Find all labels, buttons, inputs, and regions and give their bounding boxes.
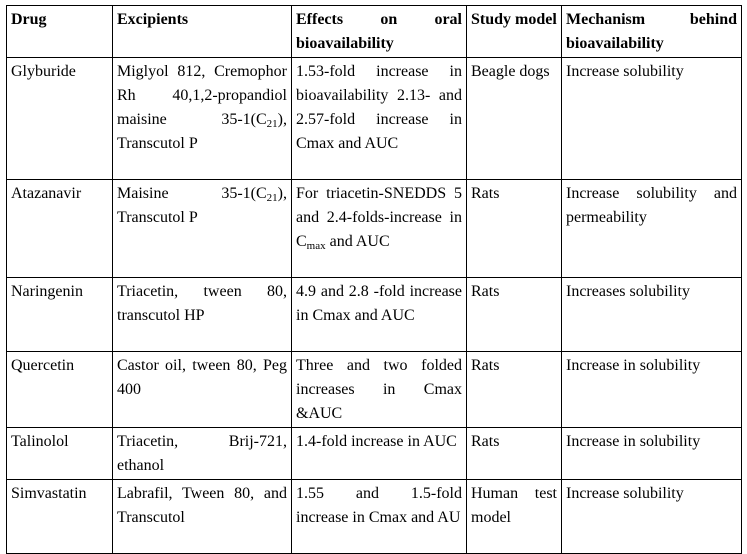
header-excipients: Excipients (113, 6, 292, 58)
table-row (7, 278, 742, 352)
cell-drug: Naringenin (7, 278, 113, 352)
cell-effects: For triacetin-SNEDDS 5 and 2.4-folds-increase in $C_{max}$ and AUC (292, 180, 467, 278)
bioavailability-table (6, 5, 742, 554)
cell-mechanism: Increase solubility (562, 480, 742, 554)
cell-drug: Glyburide (7, 58, 113, 180)
cell-study-model: Rats (467, 428, 562, 480)
cell-excipients: Triacetin, tween 80, transcutol HP (113, 278, 292, 352)
cell-mechanism: Increase in solubility (562, 428, 742, 480)
cell-drug: Atazanavir (7, 180, 113, 278)
cell-excipients: Maisine $35-1(C_{21})$, Transcutol P (113, 180, 292, 278)
cell-mechanism: Increases solubility (562, 278, 742, 352)
cell-study-model: Rats (467, 278, 562, 352)
header-row (7, 6, 742, 58)
table-row (7, 58, 742, 180)
cell-mechanism: Increase in solubility (562, 352, 742, 428)
cell-drug: Talinolol (7, 428, 113, 480)
cell-effects: 1.53-fold increase in bioavailability 2.13- and 2.57-fold increase in Cmax and AUC (292, 58, 467, 180)
cell-excipients: Triacetin, Brij-721, ethanol (113, 428, 292, 480)
header-drug: Drug (7, 6, 113, 58)
cell-study-model: Human test model (467, 480, 562, 554)
cell-study-model: Rats (467, 352, 562, 428)
table-row (7, 480, 742, 554)
table-row (7, 180, 742, 278)
cell-effects: 4.9 and 2.8 -fold increase in Cmax and AUC (292, 278, 467, 352)
cell-drug: Simvastatin (7, 480, 113, 554)
cell-effects: 1.4-fold increase in AUC (292, 428, 467, 480)
header-study-model: Study model (467, 6, 562, 58)
table-row (7, 428, 742, 480)
header-effects: Effects on oral bioavailability (292, 6, 467, 58)
table-row (7, 352, 742, 428)
cell-drug: Quercetin (7, 352, 113, 428)
cell-mechanism: Increase solubility (562, 58, 742, 180)
cell-excipients: Castor oil, tween 80, Peg 400 (113, 352, 292, 428)
cell-excipients: Miglyol 812, Cremophor Rh 40,1,2-propandiol maisine $35-1(C_{21})$, Transcutol P (113, 58, 292, 180)
cell-mechanism: Increase solubility and permeability (562, 180, 742, 278)
cell-study-model: Beagle dogs (467, 58, 562, 180)
cell-excipients: Labrafil, Tween 80, and Transcutol (113, 480, 292, 554)
cell-effects: Three and two folded increases in Cmax &AUC (292, 352, 467, 428)
cell-effects: 1.55 and 1.5-fold increase in Cmax and AU (292, 480, 467, 554)
cell-study-model: Rats (467, 180, 562, 278)
header-mechanism: Mechanism behind bioavailability (562, 6, 742, 58)
